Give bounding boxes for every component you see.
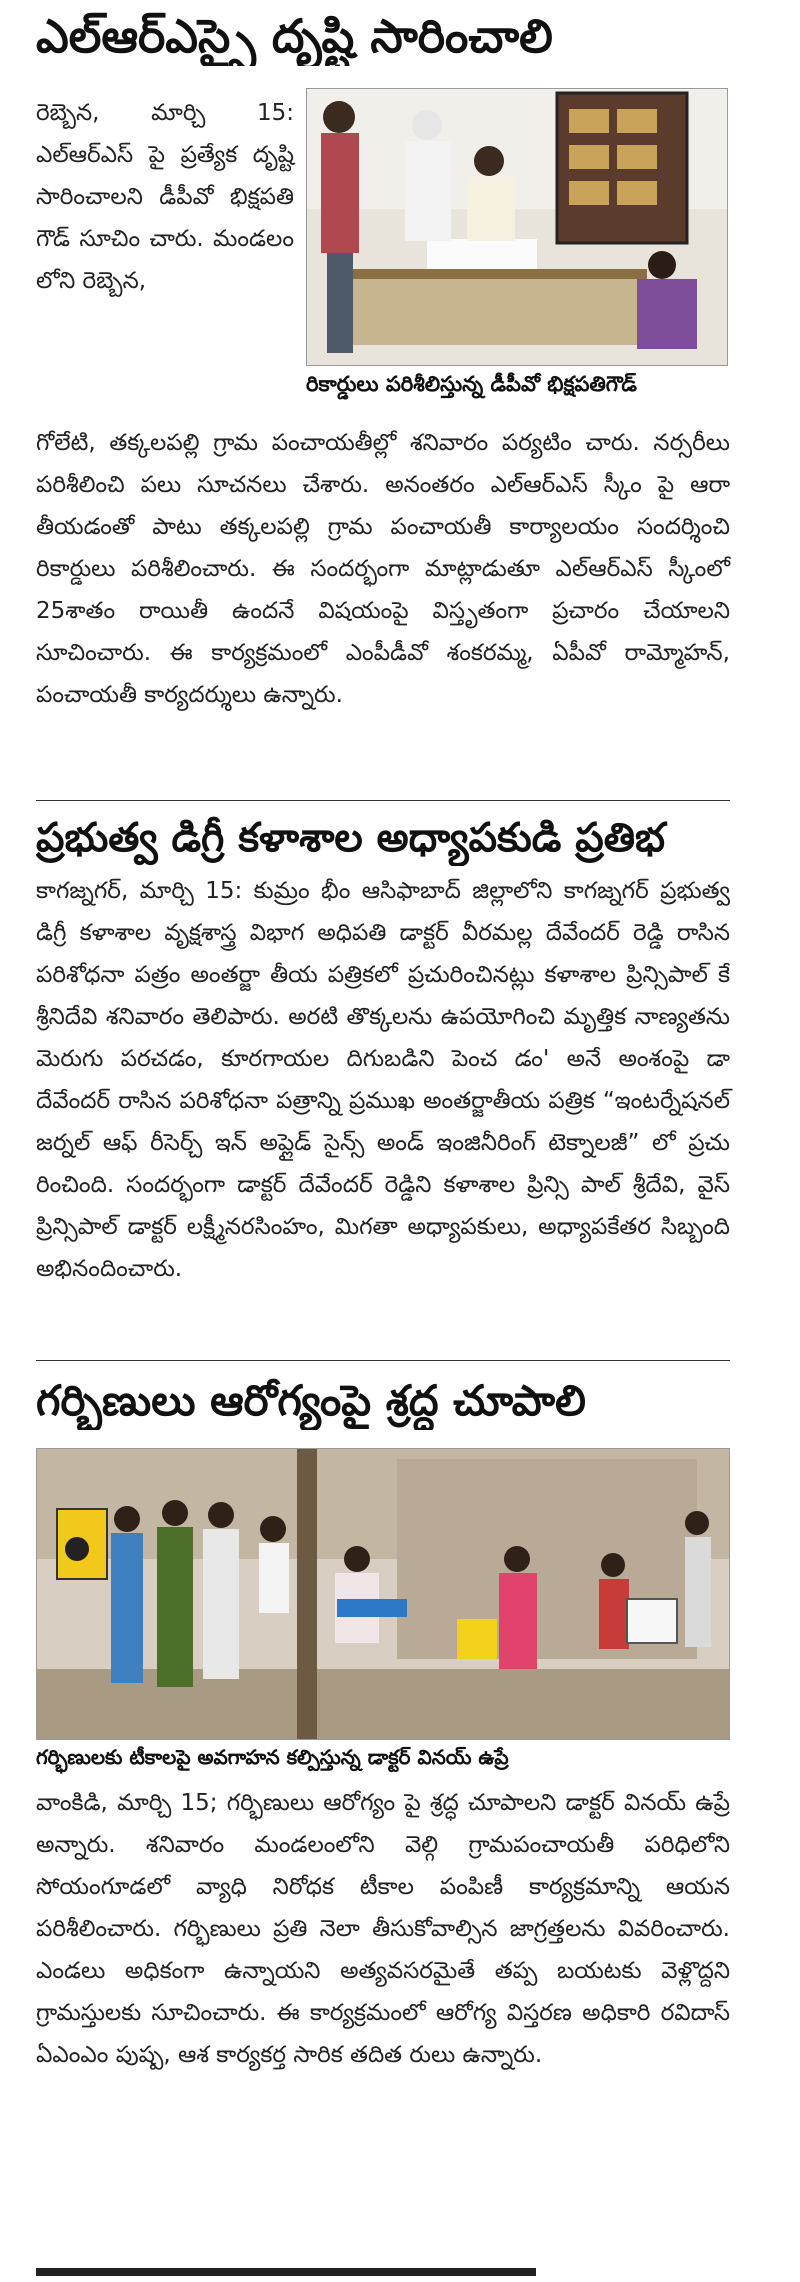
article-3-body: వాంకిడి, మార్చి 15; గర్భిణులు ఆరోగ్యం పై శ్రద్ధ చూపాలని డాక్టర్ వినయ్ ఉప్రే అన్నారు. శనివారం మండలంలోని వెల్గి గ్రామపంచాయతీ పరిధిలోని సోయంగూడలో వ్యాధి నిరోధక టీకాల పంపిణీ కార్యక్రమాన్ని ఆయన పరిశీలించారు. గర్భిణులు ప్రతి నెలా తీసుకోవాల్సిన జాగ్రత్తలను వివరించారు. ఎండలు అధికంగా ఉన్నాయని అత్యవసరమైతే తప్ప బయటకు వెళ్లొద్దని గ్రామస్తులకు సూచించారు. ఈ కార్యక్రమంలో ఆరోగ్య విస్తరణ అధికారి రవిదాస్ ఏఎంఎం పుష్ప, ఆశ కార్యకర్త సారిక తదిత రులు ఉన్నారు. — [36, 1790, 730, 2068]
divider-1 — [36, 800, 730, 801]
article-3-caption: గర్భిణులకు టీకాలపై అవగాహన కల్పిస్తున్న డాక్టర్ వినయ్ ఉప్రే — [36, 1745, 509, 1769]
next-headline-cutoff — [36, 2262, 536, 2282]
article-1-lead: రెబ్బెన, మార్చి 15: ఎల్ఆర్ఎస్ పై ప్రత్యేక దృష్టి సారించాలని డీపీవో భిక్షపతి గౌడ్ సూచిం చారు. మండలం లోని రెబ్బెన, — [36, 100, 294, 294]
article-1-photo — [306, 88, 728, 366]
records-inspection-image — [307, 89, 727, 365]
divider-2 — [36, 1360, 730, 1361]
article-3-headline: గర్భిణులు ఆరోగ్యంపై శ్రద్ధ చూపాలి — [36, 1376, 586, 1425]
vaccination-camp-image — [37, 1449, 729, 1739]
article-1-headline: ఎల్ఆర్ఎస్పై దృష్టి సారించాలి — [36, 9, 553, 63]
article-3-photo — [36, 1448, 730, 1740]
article-1-caption: రికార్డులు పరిశీలిస్తున్న డీపీవో భిక్షపతిగౌడ్ — [306, 372, 637, 396]
article-2-body: కాగజ్నగర్, మార్చి 15: కుమ్రం భీం ఆసిఫాబాద్ జిల్లాలోని కాగజ్నగర్ ప్రభుత్వ డిగ్రీ కళాశాల వృక్షశాస్త్ర విభాగ అధిపతి డాక్టర్ వీరమల్ల దేవేందర్ రెడ్డి రాసిన పరిశోధనా పత్రం అంతర్జా తీయ పత్రికలో ప్రచురించినట్లు కళాశాల ప్రిన్సిపాల్ కే శ్రీనిదేవి శనివారం తెలిపారు. అరటి తొక్కలను ఉపయోగించి మృత్తిక నాణ్యతను మెరుగు పరచడం, కూరగాయల దిగుబడిని పెంచ డం' అనే అంశంపై డా దేవేందర్ రాసిన పరిశోధనా పత్రాన్ని ప్రముఖ అంతర్జాతీయ పత్రిక “ఇంటర్నేషనల్ జర్నల్ ఆఫ్ రీసెర్చ్ ఇన్ అప్లైడ్ సైన్స్ అండ్ ఇంజినీరింగ్ టెక్నాలజీ” లో ప్రచు రించింది. సందర్భంగా డాక్టర్ దేవేందర్ రెడ్డిని కళాశాల ప్రిన్సి పాల్ శ్రీదేవి, వైస్ ప్రిన్సిపాల్ డాక్టర్ లక్ష్మీనరసింహం, మిగతా అధ్యాపకులు, అధ్యాపకేతర సిబ్బంది అభినందించారు. — [36, 878, 730, 1282]
article-2-headline: ప్రభుత్వ డిగ్రీ కళాశాల అధ్యాపకుడి ప్రతిభ — [36, 815, 665, 861]
article-1-body: గోలేటి, తక్కలపల్లి గ్రామ పంచాయతీల్లో శనివారం పర్యటిం చారు. నర్సరీలు పరిశీలించి పలు సూచనలు చేశారు. అనంతరం ఎల్ఆర్ఎస్ స్కీం పై ఆరా తీయడంతో పాటు తక్కలపల్లి గ్రామ పంచాయతీ కార్యాలయం సందర్శించి రికార్డులు పరిశీలించారు. ఈ సందర్భంగా మాట్లాడుతూ ఎల్ఆర్ఎస్ స్కీంలో 25శాతం రాయితీ ఉందనే విషయంపై విస్తృతంగా ప్రచారం చేయాలని సూచించారు. ఈ కార్యక్రమంలో ఎంపీడీవో శంకరమ్మ, ఏపీవో రామ్మోహన్, పంచాయతీ కార్యదర్శులు ఉన్నారు. — [36, 430, 730, 708]
